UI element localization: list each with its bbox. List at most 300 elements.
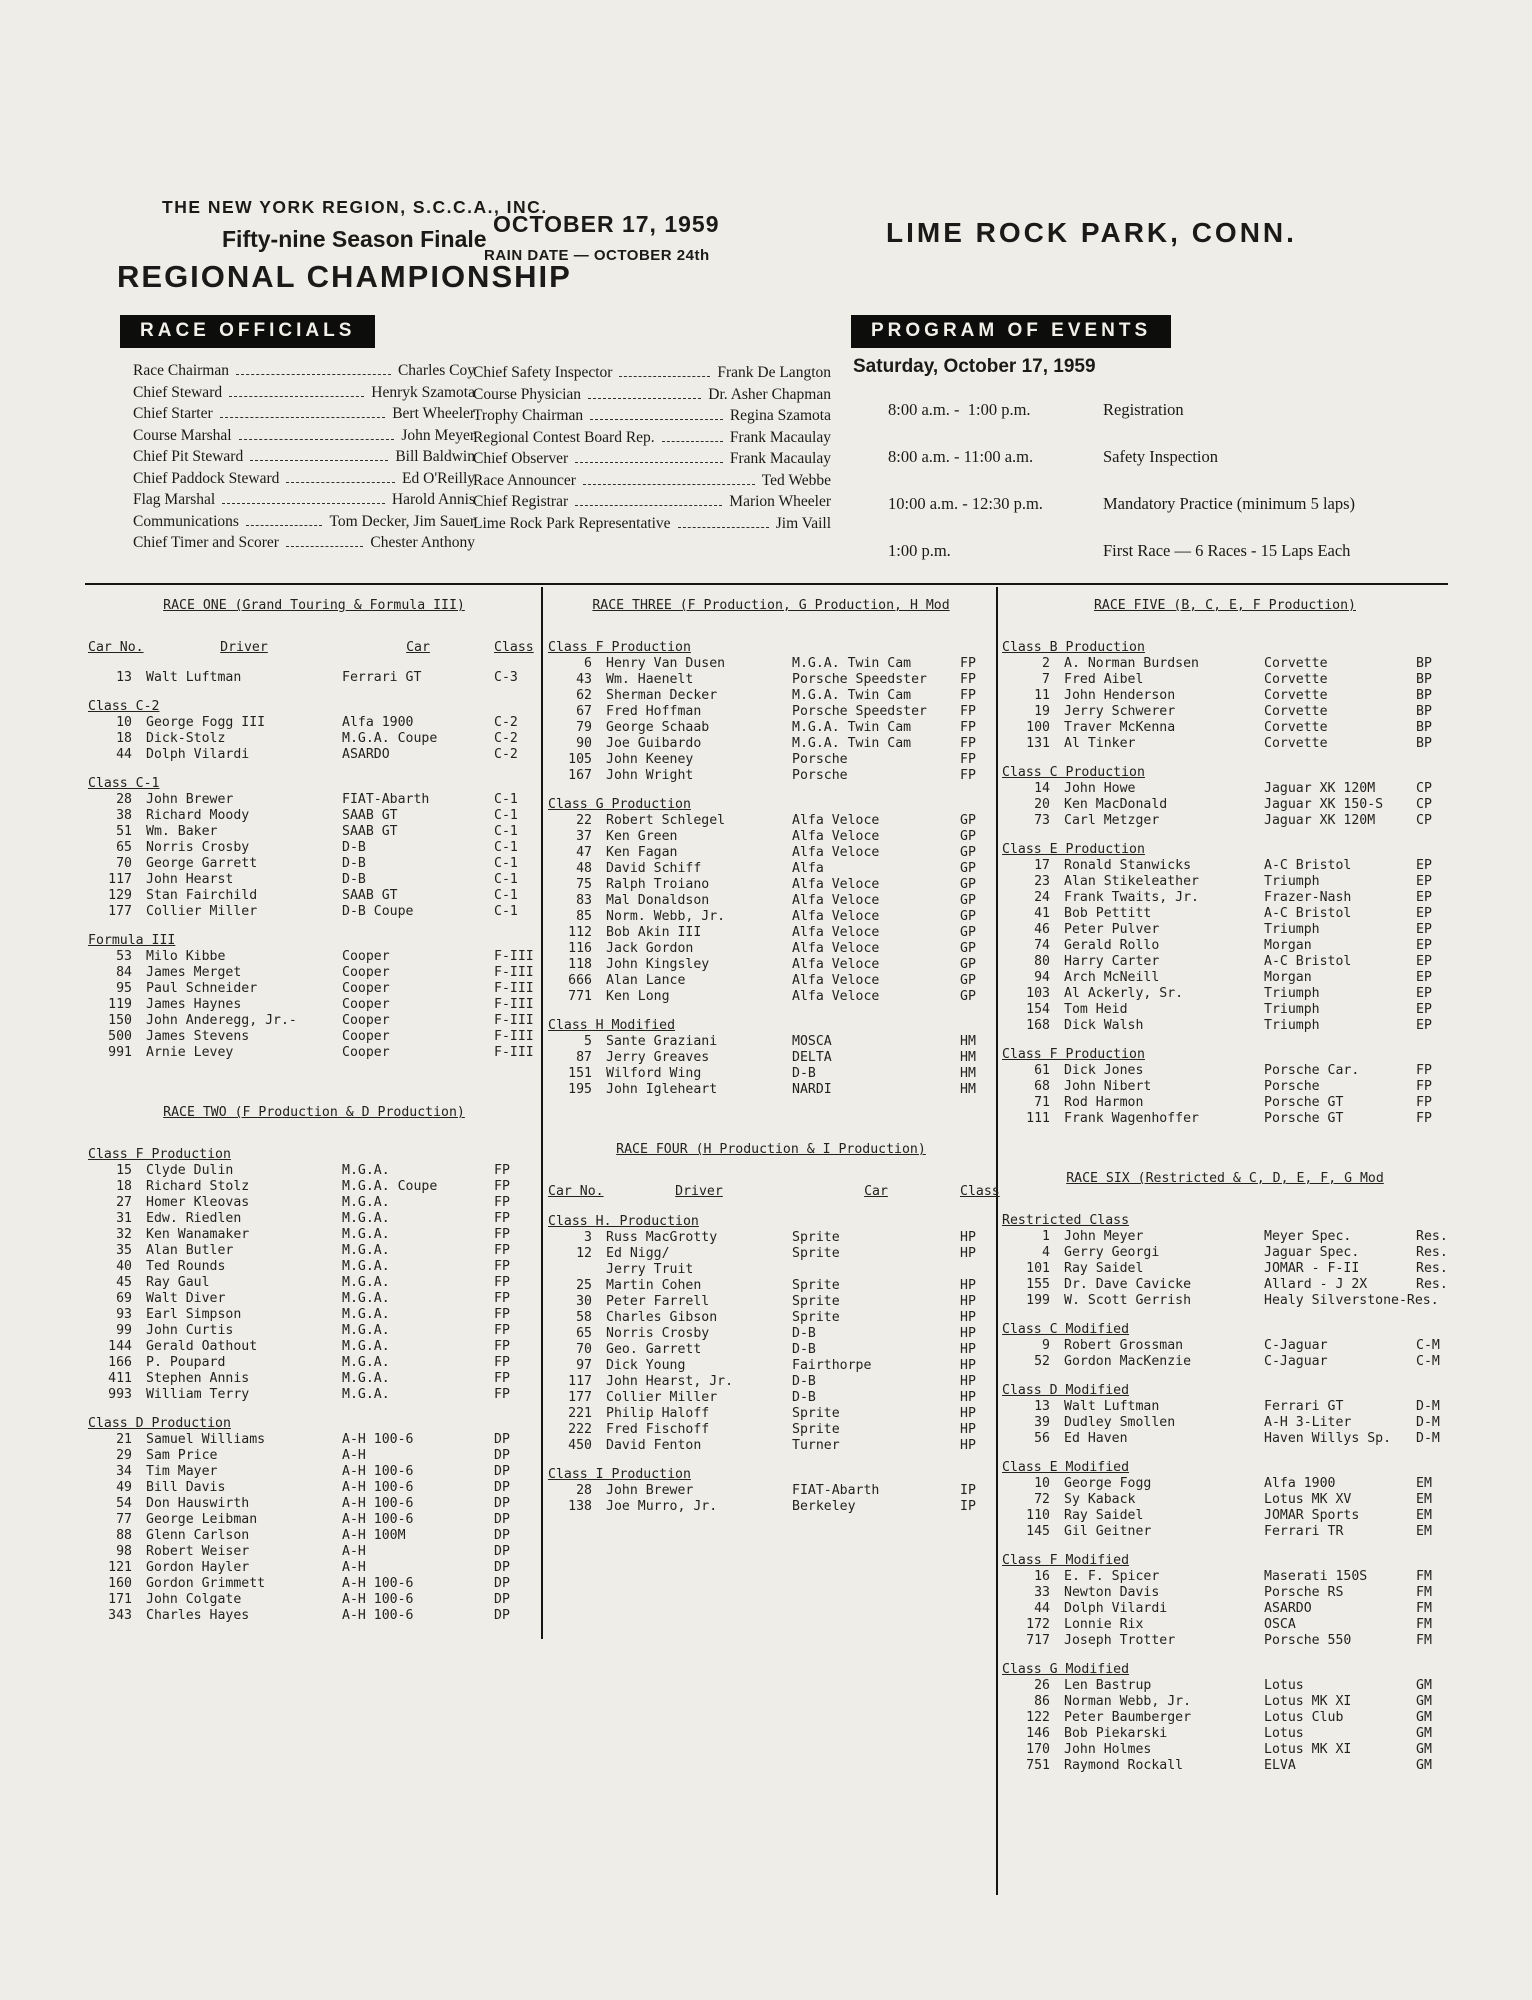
car-cell: Berkeley bbox=[792, 1499, 856, 1514]
class-cell: C-1 bbox=[494, 872, 518, 887]
driver-cell: Ken Wanamaker bbox=[146, 1227, 250, 1242]
car-cell: Alfa Veloce bbox=[792, 941, 880, 956]
driver-cell: Bob Piekarski bbox=[1064, 1726, 1168, 1741]
driver-cell: George Fogg III bbox=[146, 715, 266, 730]
entry-row bbox=[88, 1259, 540, 1275]
class-cell: EM bbox=[1416, 1508, 1432, 1523]
class-group-label bbox=[88, 1147, 540, 1163]
race-column-headers bbox=[548, 1184, 1000, 1200]
car-cell: Triumph bbox=[1264, 986, 1320, 1001]
entry-row bbox=[548, 1262, 994, 1278]
driver-cell: John Curtis bbox=[146, 1323, 234, 1338]
car-number-cell: 167 bbox=[568, 768, 592, 783]
car-cell: A-H 100-6 bbox=[342, 1608, 414, 1623]
car-cell: M.G.A. bbox=[342, 1195, 390, 1210]
driver-cell: Fred Hoffman bbox=[606, 704, 702, 719]
entry-row bbox=[88, 824, 540, 840]
car-cell: A-H 100-6 bbox=[342, 1496, 414, 1511]
class-group-label-text: Class C-1 bbox=[88, 776, 160, 791]
car-number-cell: 53 bbox=[116, 949, 132, 964]
driver-cell: Sherman Decker bbox=[606, 688, 718, 703]
driver-cell: Ray Saidel bbox=[1064, 1261, 1144, 1276]
driver-cell: Ralph Troiano bbox=[606, 877, 710, 892]
car-number-cell: 121 bbox=[108, 1560, 132, 1575]
dotted-leader bbox=[229, 396, 364, 397]
entry-row bbox=[88, 1528, 540, 1544]
entry-row bbox=[548, 1294, 994, 1310]
driver-cell: Len Bastrup bbox=[1064, 1678, 1152, 1693]
entry-row bbox=[88, 1307, 540, 1323]
official-name: Henryk Szamota bbox=[371, 383, 475, 401]
official-row bbox=[473, 493, 831, 515]
entry-row bbox=[548, 1230, 994, 1246]
car-number-cell: 34 bbox=[116, 1464, 132, 1479]
car-number-cell: 85 bbox=[576, 909, 592, 924]
class-cell: GM bbox=[1416, 1678, 1432, 1693]
car-number-cell: 172 bbox=[1026, 1617, 1050, 1632]
class-cell: F-III bbox=[494, 1013, 534, 1028]
driver-cell: Martin Cohen bbox=[606, 1278, 702, 1293]
car-number-cell: 119 bbox=[108, 997, 132, 1012]
driver-cell: Ray Gaul bbox=[146, 1275, 210, 1290]
car-number-cell: 72 bbox=[1034, 1492, 1050, 1507]
official-row bbox=[473, 386, 831, 408]
car-cell: M.G.A. bbox=[342, 1291, 390, 1306]
class-cell: FP bbox=[1416, 1079, 1432, 1094]
car-cell: Alfa bbox=[792, 861, 824, 876]
class-cell: DP bbox=[494, 1448, 510, 1463]
entry-row bbox=[1002, 813, 1448, 829]
driver-header: Driver bbox=[220, 640, 268, 655]
car-cell: Sprite bbox=[792, 1294, 840, 1309]
driver-cell: Wilford Wing bbox=[606, 1066, 702, 1081]
car-number-cell: 48 bbox=[576, 861, 592, 876]
entry-row bbox=[548, 1358, 994, 1374]
dotted-leader bbox=[662, 441, 723, 442]
driver-cell: James Merget bbox=[146, 965, 242, 980]
car-number-cell: 7 bbox=[1042, 672, 1050, 687]
driver-cell: Samuel Williams bbox=[146, 1432, 266, 1447]
official-role: Chief Observer bbox=[473, 450, 569, 467]
car-number-cell: 13 bbox=[1034, 1399, 1050, 1414]
class-cell: HP bbox=[960, 1438, 976, 1453]
class-cell: C-2 bbox=[494, 731, 518, 746]
driver-cell: Arch McNeill bbox=[1064, 970, 1160, 985]
car-cell: Ferrari GT bbox=[1264, 1399, 1344, 1414]
class-cell: FP bbox=[960, 672, 976, 687]
official-name: Ed O'Reilly bbox=[402, 469, 475, 487]
official-role: Communications bbox=[133, 512, 239, 530]
class-group-label bbox=[548, 1018, 994, 1034]
driver-cell: Clyde Dulin bbox=[146, 1163, 234, 1178]
car-cell: M.G.A. bbox=[342, 1211, 390, 1226]
driver-cell: Raymond Rockall bbox=[1064, 1758, 1184, 1773]
class-cell: F-III bbox=[494, 981, 534, 996]
car-number-cell: 12 bbox=[576, 1246, 592, 1261]
class-cell: HP bbox=[960, 1342, 976, 1357]
entry-row bbox=[1002, 1245, 1448, 1261]
class-cell: EM bbox=[1416, 1476, 1432, 1491]
entry-row bbox=[88, 856, 540, 872]
entry-row bbox=[548, 1483, 994, 1499]
car-number-cell: 83 bbox=[576, 893, 592, 908]
car-number-cell: 51 bbox=[116, 824, 132, 839]
class-cell: IP bbox=[960, 1483, 976, 1498]
car-number-cell: 97 bbox=[576, 1358, 592, 1373]
class-cell: GP bbox=[960, 925, 976, 940]
entry-row bbox=[1002, 1726, 1448, 1742]
car-number-cell: 71 bbox=[1034, 1095, 1050, 1110]
entry-row bbox=[1002, 688, 1448, 704]
class-group-label bbox=[1002, 1383, 1448, 1399]
car-cell: ASARDO bbox=[342, 747, 390, 762]
driver-cell: John Hearst, Jr. bbox=[606, 1374, 734, 1389]
class-cell: HP bbox=[960, 1230, 976, 1245]
class-group-label-text: Class C Modified bbox=[1002, 1322, 1130, 1337]
class-cell: C-1 bbox=[494, 840, 518, 855]
entry-row bbox=[548, 1066, 994, 1082]
official-role: Course Physician bbox=[473, 385, 582, 403]
class-group bbox=[548, 1467, 994, 1515]
class-group-label-text: Class H. Production bbox=[548, 1214, 699, 1229]
class-group bbox=[1002, 765, 1448, 829]
entry-row bbox=[548, 1278, 994, 1294]
car-cell: Triumph bbox=[1264, 922, 1320, 937]
driver-cell: Tom Heid bbox=[1064, 1002, 1128, 1017]
car-number-cell: 61 bbox=[1034, 1063, 1050, 1078]
class-cell: FP bbox=[494, 1259, 510, 1274]
class-group bbox=[548, 1018, 994, 1098]
class-group bbox=[548, 797, 994, 1005]
car-cell: M.G.A. bbox=[342, 1275, 390, 1290]
car-number-cell: 2 bbox=[1042, 656, 1050, 671]
car-cell: C-Jaguar bbox=[1264, 1338, 1328, 1353]
class-cell: FP bbox=[494, 1387, 510, 1402]
car-number-cell: 52 bbox=[1034, 1354, 1050, 1369]
entry-row bbox=[548, 829, 994, 845]
entry-row bbox=[88, 1448, 540, 1464]
class-group-label-text: Class I Production bbox=[548, 1467, 691, 1482]
car-cell: Cooper bbox=[342, 1029, 390, 1044]
car-cell: A-H 3-Liter bbox=[1264, 1415, 1352, 1430]
driver-cell: John Colgate bbox=[146, 1592, 242, 1607]
driver-cell: Alan Butler bbox=[146, 1243, 234, 1258]
class-header: Class bbox=[494, 640, 534, 655]
car-cell: Corvette bbox=[1264, 720, 1328, 735]
car-cell: M.G.A. Twin Cam bbox=[792, 720, 912, 735]
car-number-cell: 65 bbox=[576, 1326, 592, 1341]
entry-row bbox=[1002, 1095, 1448, 1111]
entry-row bbox=[548, 768, 994, 784]
race-title-text: RACE SIX (Restricted & C, D, E, F, G Mod bbox=[1066, 1171, 1384, 1186]
car-cell: D-B bbox=[792, 1390, 816, 1405]
entry-row bbox=[88, 1211, 540, 1227]
car-cell: Alfa Veloce bbox=[792, 925, 880, 940]
entry-row bbox=[88, 670, 540, 686]
car-cell: SAAB GT bbox=[342, 808, 398, 823]
car-number-cell: 343 bbox=[108, 1608, 132, 1623]
car-number-cell: 87 bbox=[576, 1050, 592, 1065]
dotted-leader bbox=[619, 376, 710, 377]
dotted-leader bbox=[575, 462, 723, 463]
class-cell: HP bbox=[960, 1326, 976, 1341]
class-cell: GM bbox=[1416, 1694, 1432, 1709]
car-cell: Ferrari GT bbox=[342, 670, 422, 685]
driver-cell: Gordon Grimmett bbox=[146, 1576, 266, 1591]
class-cell: GM bbox=[1416, 1726, 1432, 1741]
driver-cell: Charles Gibson bbox=[606, 1310, 718, 1325]
official-name: Ted Webbe bbox=[761, 471, 831, 489]
class-header: Class bbox=[960, 1184, 1000, 1199]
car-number-cell: 28 bbox=[116, 792, 132, 807]
driver-cell: John Igleheart bbox=[606, 1082, 718, 1097]
official-row bbox=[133, 534, 475, 556]
car-number-cell: 4 bbox=[1042, 1245, 1050, 1260]
entry-row bbox=[548, 1326, 994, 1342]
official-role: Flag Marshal bbox=[133, 491, 216, 508]
driver-cell: Ken MacDonald bbox=[1064, 797, 1168, 812]
class-cell: BP bbox=[1416, 688, 1432, 703]
class-cell: C-2 bbox=[494, 715, 518, 730]
car-number-cell: 43 bbox=[576, 672, 592, 687]
entry-row bbox=[88, 731, 540, 747]
entry-row bbox=[1002, 1633, 1448, 1649]
car-number-cell: 150 bbox=[108, 1013, 132, 1028]
car-number-cell: 15 bbox=[116, 1163, 132, 1178]
car-cell: M.G.A. bbox=[342, 1163, 390, 1178]
driver-cell: Rod Harmon bbox=[1064, 1095, 1144, 1110]
car-number-cell: 95 bbox=[116, 981, 132, 996]
car-number-cell: 17 bbox=[1034, 858, 1050, 873]
class-cell: GP bbox=[960, 813, 976, 828]
car-number-cell: 27 bbox=[116, 1195, 132, 1210]
entry-row bbox=[88, 1013, 540, 1029]
car-number-cell: 70 bbox=[576, 1342, 592, 1357]
entry-row bbox=[548, 688, 994, 704]
driver-cell: Dolph Vilardi bbox=[146, 747, 250, 762]
driver-cell: George Leibman bbox=[146, 1512, 258, 1527]
entry-row bbox=[1002, 1569, 1448, 1585]
driver-cell: Joe Murro, Jr. bbox=[606, 1499, 718, 1514]
driver-cell: Sante Graziani bbox=[606, 1034, 718, 1049]
official-role: Race Announcer bbox=[473, 471, 576, 489]
car-number-cell: 56 bbox=[1034, 1431, 1050, 1446]
entry-row bbox=[88, 997, 540, 1013]
car-cell: A-H 100-6 bbox=[342, 1480, 414, 1495]
official-name: Bill Baldwin bbox=[395, 448, 475, 465]
entry-row bbox=[88, 1387, 540, 1403]
entry-row bbox=[88, 1243, 540, 1259]
dotted-leader bbox=[239, 439, 395, 440]
race-title-text: RACE FIVE (B, C, E, F Production) bbox=[1093, 598, 1356, 613]
official-role: Trophy Chairman bbox=[473, 407, 584, 424]
entry-row bbox=[1002, 1111, 1448, 1127]
class-cell: GP bbox=[960, 845, 976, 860]
car-number-cell: 195 bbox=[568, 1082, 592, 1097]
official-name: Marion Wheeler bbox=[729, 493, 831, 510]
class-cell: FP bbox=[1416, 1095, 1432, 1110]
car-number-cell: 80 bbox=[1034, 954, 1050, 969]
program-event-name: Registration bbox=[1103, 400, 1184, 419]
car-cell: Corvette bbox=[1264, 736, 1328, 751]
class-cell: Res. bbox=[1416, 1245, 1448, 1260]
driver-cell: P. Poupard bbox=[146, 1355, 226, 1370]
car-number-cell: 46 bbox=[1034, 922, 1050, 937]
official-name: Frank Macaulay bbox=[729, 428, 831, 446]
driver-cell: Wm. Haenelt bbox=[606, 672, 694, 687]
car-cell: Morgan bbox=[1264, 970, 1312, 985]
car-cell: Alfa Veloce bbox=[792, 877, 880, 892]
entry-row bbox=[1002, 1492, 1448, 1508]
car-number-cell: 67 bbox=[576, 704, 592, 719]
class-group-label bbox=[1002, 1047, 1448, 1063]
program-event-time: 8:00 a.m. - 1:00 p.m. bbox=[888, 400, 1031, 419]
race-column-2 bbox=[548, 598, 1000, 1515]
class-cell: FP bbox=[960, 768, 976, 783]
car-cell: Corvette bbox=[1264, 672, 1328, 687]
driver-cell: Walt Luftman bbox=[1064, 1399, 1160, 1414]
entry-row bbox=[88, 808, 540, 824]
entry-row bbox=[88, 1029, 540, 1045]
entry-row bbox=[88, 1480, 540, 1496]
driver-cell: Collier Miller bbox=[146, 904, 258, 919]
class-cell: C-1 bbox=[494, 904, 518, 919]
driver-cell: Lonnie Rix bbox=[1064, 1617, 1144, 1632]
class-cell: FM bbox=[1416, 1617, 1432, 1632]
class-cell: IP bbox=[960, 1499, 976, 1514]
entry-row bbox=[1002, 1354, 1448, 1370]
car-cell: Alfa Veloce bbox=[792, 973, 880, 988]
race-column-3 bbox=[1002, 598, 1448, 1774]
entry-row bbox=[548, 736, 994, 752]
official-row bbox=[133, 470, 475, 492]
class-cell: FP bbox=[960, 688, 976, 703]
car-cell: Alfa 1900 bbox=[1264, 1476, 1336, 1491]
car-number-cell: 16 bbox=[1034, 1569, 1050, 1584]
class-cell: C-2 bbox=[494, 747, 518, 762]
car-cell: M.G.A. bbox=[342, 1387, 390, 1402]
race-section bbox=[548, 1142, 1000, 1515]
car-cell: A-H 100-6 bbox=[342, 1512, 414, 1527]
official-row bbox=[473, 515, 831, 537]
entry-row bbox=[1002, 1079, 1448, 1095]
entry-row bbox=[1002, 704, 1448, 720]
car-cell: FIAT-Abarth bbox=[342, 792, 430, 807]
class-cell: EP bbox=[1416, 954, 1432, 969]
class-group bbox=[88, 1147, 540, 1403]
program-event-row bbox=[888, 400, 1463, 420]
car-cell: Porsche Speedster bbox=[792, 704, 927, 719]
class-cell: FM bbox=[1416, 1569, 1432, 1584]
race-title-text: RACE TWO (F Production & D Production) bbox=[163, 1105, 465, 1120]
car-number-cell: 94 bbox=[1034, 970, 1050, 985]
entry-row bbox=[1002, 1261, 1448, 1277]
official-role: Chief Steward bbox=[133, 383, 223, 401]
official-row bbox=[133, 384, 475, 406]
entry-row bbox=[548, 1246, 994, 1262]
class-cell: FP bbox=[494, 1275, 510, 1290]
entry-row bbox=[88, 792, 540, 808]
car-cell: SAAB GT bbox=[342, 824, 398, 839]
car-number-cell: 500 bbox=[108, 1029, 132, 1044]
official-name: Jim Vaill bbox=[775, 514, 831, 532]
car-cell: Cooper bbox=[342, 997, 390, 1012]
race-section bbox=[1002, 1171, 1448, 1774]
entry-row bbox=[548, 1310, 994, 1326]
car-number-cell: 30 bbox=[576, 1294, 592, 1309]
entry-row bbox=[88, 840, 540, 856]
car-number-cell: 151 bbox=[568, 1066, 592, 1081]
entry-row bbox=[548, 1406, 994, 1422]
class-cell: C-3 bbox=[494, 670, 518, 685]
car-number-cell: 771 bbox=[568, 989, 592, 1004]
car-cell: ELVA bbox=[1264, 1758, 1296, 1773]
car-cell: D-B bbox=[342, 856, 366, 871]
class-group-label-text: Class F Modified bbox=[1002, 1553, 1130, 1568]
car-cell: Corvette bbox=[1264, 688, 1328, 703]
class-cell: FP bbox=[960, 720, 976, 735]
class-cell: DP bbox=[494, 1608, 510, 1623]
class-cell: EP bbox=[1416, 906, 1432, 921]
class-cell: D-M bbox=[1416, 1431, 1440, 1446]
entry-row bbox=[1002, 1585, 1448, 1601]
class-cell: DP bbox=[494, 1528, 510, 1543]
class-cell: HP bbox=[960, 1374, 976, 1389]
car-number-cell: 93 bbox=[116, 1307, 132, 1322]
class-cell: Res. bbox=[1416, 1261, 1448, 1276]
driver-cell: Robert Grossman bbox=[1064, 1338, 1184, 1353]
class-cell: CP bbox=[1416, 781, 1432, 796]
driver-cell: Stephen Annis bbox=[146, 1371, 250, 1386]
driver-cell: John Henderson bbox=[1064, 688, 1176, 703]
entry-row bbox=[88, 1339, 540, 1355]
official-name: Bert Wheeler bbox=[392, 405, 475, 422]
official-name: Dr. Asher Chapman bbox=[708, 385, 831, 403]
class-cell: F-III bbox=[494, 1045, 534, 1060]
program-event-list bbox=[888, 400, 1463, 588]
car-number-cell: 1 bbox=[1042, 1229, 1050, 1244]
car-number-cell: 105 bbox=[568, 752, 592, 767]
driver-cell: Dick Young bbox=[606, 1358, 686, 1373]
class-cell: FP bbox=[1416, 1111, 1432, 1126]
rain-date: RAIN DATE — OCTOBER 24th bbox=[484, 247, 710, 264]
car-number-cell: 129 bbox=[108, 888, 132, 903]
official-role: Course Marshal bbox=[133, 426, 232, 444]
class-cell: GP bbox=[960, 893, 976, 908]
car-number-cell: 146 bbox=[1026, 1726, 1050, 1741]
car-number-cell: 41 bbox=[1034, 906, 1050, 921]
class-cell: HP bbox=[960, 1422, 976, 1437]
class-group-label-text: Class F Production bbox=[88, 1147, 231, 1162]
entry-row bbox=[88, 1496, 540, 1512]
car-cell: Jaguar Spec. bbox=[1264, 1245, 1360, 1260]
dotted-leader bbox=[575, 505, 722, 506]
car-cell: Cooper bbox=[342, 1045, 390, 1060]
class-cell: GP bbox=[960, 829, 976, 844]
entry-row bbox=[88, 1275, 540, 1291]
car-cell: Turner bbox=[792, 1438, 840, 1453]
entry-row bbox=[88, 1432, 540, 1448]
class-cell: BP bbox=[1416, 656, 1432, 671]
class-cell: HP bbox=[960, 1406, 976, 1421]
entry-row bbox=[1002, 938, 1448, 954]
class-group-label-text: Class C-2 bbox=[88, 699, 160, 714]
driver-cell: Dolph Vilardi bbox=[1064, 1601, 1168, 1616]
driver-cell: John Hearst bbox=[146, 872, 234, 887]
driver-cell: Dick Jones bbox=[1064, 1063, 1144, 1078]
driver-cell: Don Hauswirth bbox=[146, 1496, 250, 1511]
class-group-label bbox=[1002, 1213, 1448, 1229]
